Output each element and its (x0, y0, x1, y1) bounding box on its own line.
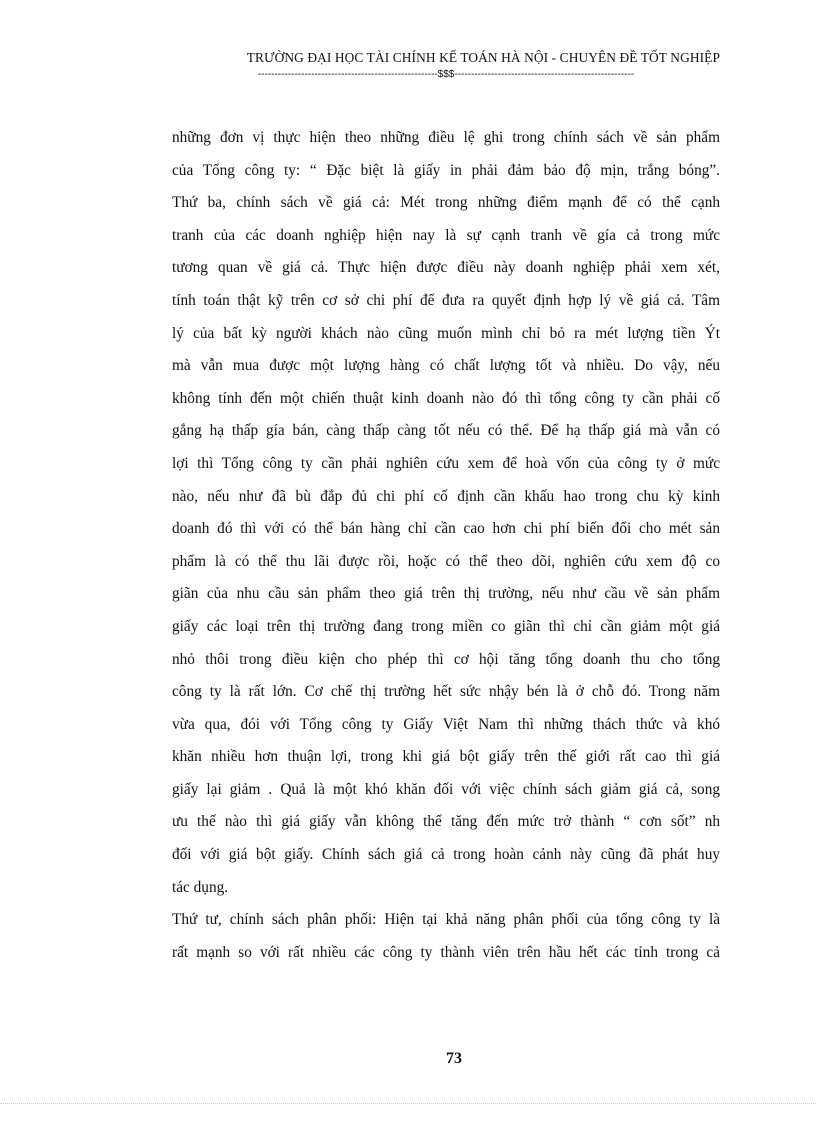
text-line: phẩm là có thể thu lãi được rồi, hoặc có thể theo dõi, nghiên cứu xem độ co (172, 552, 720, 570)
text-line: mà vẫn mua được một lượng hàng có chất lượng tốt và nhiều. Do vậy, nếu (172, 357, 720, 375)
text-line: không tính đến một chiến thuật kinh doanh nào đó thì tổng công ty cần phải cố (172, 389, 720, 407)
page-header-rule: ------------------------------------------------------$$$------------------------------------------------------ (257, 69, 635, 80)
body-text (172, 122, 720, 969)
text-line: tác dụng. (172, 878, 229, 896)
text-line: của Tổng công ty: “ Đặc biệt là giấy in phải đảm bảo độ mịn, trắng bóng”. (172, 161, 720, 179)
text-line: tính toán thật kỹ trên cơ sở chi phí để đưa ra quyết định hợp lý về giá cả. Tâm (172, 291, 720, 309)
text-line: vừa qua, đói với Tổng công ty Giấy Việt Nam thì những thách thức và khó (172, 715, 720, 733)
text-line: những đơn vị thực hiện theo những điều lệ ghi trong chính sách về sản phẩm (172, 129, 720, 146)
page-header-title: TRƯỜNG ĐẠI HỌC TÀI CHÍNH KẾ TOÁN HÀ NỘI - CHUYÊN ĐỀ TỐT NGHIỆP (246, 50, 720, 65)
page-bottom-divider (0, 1103, 816, 1104)
text-line: rất mạnh so với rất nhiều các công ty thành viên trên hầu hết các tỉnh trong cả (172, 943, 720, 961)
text-line: khăn nhiều hơn thuận lợi, trong khi giá bột giấy trên thế giới rất cao thì giá (172, 748, 720, 766)
text-line: tương quan về giá cả. Thực hiện được điều này doanh nghiệp phải xem xét, (172, 259, 720, 277)
text-line: gắng hạ thấp gía bán, càng thấp càng tốt nếu có thể. Để hạ thấp giá mà vẫn có (172, 422, 720, 440)
text-line: nhỏ thôi trong điều kiện cho phép thì cơ hội tăng tổng doanh thu cho tổng (172, 650, 720, 668)
text-line: ưu thế nào thì giá giấy vẫn không thể tăng đến mức trở thành “ cơn sốt” nh (172, 813, 720, 831)
page-number: 73 (446, 1050, 462, 1067)
text-line: tranh của các doanh nghiệp hiện nay là sự cạnh tranh về gía cả trong mức (172, 226, 720, 244)
text-line: đối với giá bột giấy. Chính sách giá cả trong hoàn cảnh này cũng đã phát huy (172, 846, 720, 864)
text-line: Thứ tư, chính sách phân phối: Hiện tại khả năng phân phối của tổng công ty là (172, 911, 720, 929)
text-line: giấy các loại trên thị trường đang trong miền co giãn thì chỉ cần giảm một giá (172, 617, 720, 635)
text-line: doanh đó thì với có thể bán hàng chỉ cần cao hơn chi phí biến đổi cho mét sản (172, 520, 720, 538)
text-line: lý của bất kỳ người khách nào cũng muốn mình chỉ bỏ ra mét lượng tiền Ýt (172, 324, 720, 342)
text-line: lợi thì Tổng công ty cần phải nghiên cứu xem để hoà vốn của công ty ở mức (172, 454, 720, 472)
text-line: công ty là rất lớn. Cơ chế thị trường hết sức nhậy bén là ở chỗ đó. Trong năm (172, 683, 720, 701)
text-line: giãn của nhu cầu sản phẩm theo giá trên thị trường, nếu như cầu về sản phẩm (172, 585, 720, 603)
text-line: giấy lại giảm . Quả là một khó khăn đối với việc chính sách giảm giá cả, song (172, 780, 720, 798)
text-line: Thứ ba, chính sách về giá cả: Mét trong những điểm mạnh để có thể cạnh (172, 194, 720, 212)
text-line: nào, nếu như đã bù đắp đủ chi phí cố định cần khấu hao trong chu kỳ kinh (172, 487, 720, 505)
